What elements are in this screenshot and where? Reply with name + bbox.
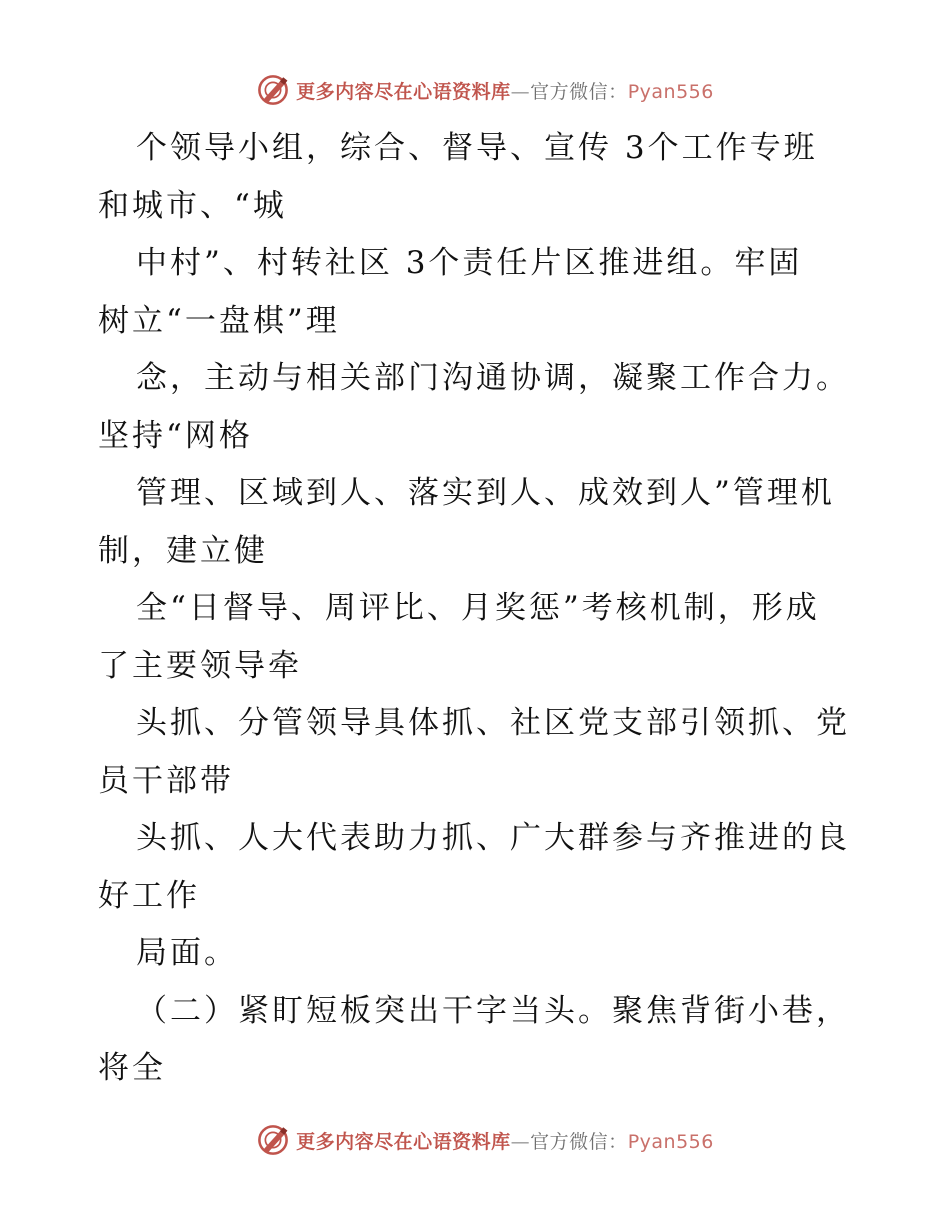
text-line: 了主要领导牵	[98, 647, 302, 684]
watermark-label: 官方微信：	[530, 80, 628, 103]
text-line: 全“日督导、周评比、月奖惩”考核机制，形成	[136, 590, 820, 626]
text-line: （二）紧盯短板突出干字当头。聚焦背街小巷，	[136, 992, 850, 1029]
text-line: 员干部带	[98, 762, 234, 799]
watermark-account: Pyan556	[627, 1130, 714, 1153]
text-line: 坚持“网格	[98, 417, 253, 454]
watermark-group	[256, 73, 714, 107]
text-line: 管理、区域到人、落实到人、成效到人”管理机	[136, 475, 835, 511]
watermark-brand: 更多内容尽在心语资料库	[296, 80, 511, 103]
text-line: 中村”、村转社区 3个责任片区推进组。牢固	[136, 245, 803, 281]
text-line: 将全	[98, 1050, 166, 1086]
text-line: 制，建立健	[98, 532, 268, 569]
text-line: 念，主动与相关部门沟通协调，凝聚工作合力。	[136, 360, 850, 396]
text-line: 树立“一盘棋”理	[98, 302, 340, 339]
watermark-separator: —	[510, 80, 531, 103]
watermark-account: Pyan556	[627, 80, 714, 103]
header-watermark	[0, 70, 950, 110]
text-line: 局面。	[136, 935, 238, 971]
pen-logo-icon	[256, 1123, 290, 1157]
watermark-label: 官方微信：	[530, 1130, 628, 1153]
watermark-group	[256, 1123, 714, 1157]
watermark-text	[296, 77, 714, 104]
watermark-brand: 更多内容尽在心语资料库	[296, 1130, 511, 1153]
text-line: 头抓、分管领导具体抓、社区党支部引领抓、党	[136, 705, 850, 741]
text-line: 好工作	[98, 877, 200, 914]
text-line: 个领导小组，综合、督导、宣传 3个工作专班	[136, 130, 818, 166]
pen-logo-icon	[256, 73, 290, 107]
footer-watermark	[0, 1120, 950, 1160]
watermark-separator: —	[510, 1130, 531, 1153]
text-line: 头抓、人大代表助力抓、广大群参与齐推进的良	[136, 820, 850, 856]
text-line: 和城市、“城	[98, 187, 287, 224]
watermark-text	[296, 1127, 714, 1154]
document-body	[98, 120, 858, 1098]
